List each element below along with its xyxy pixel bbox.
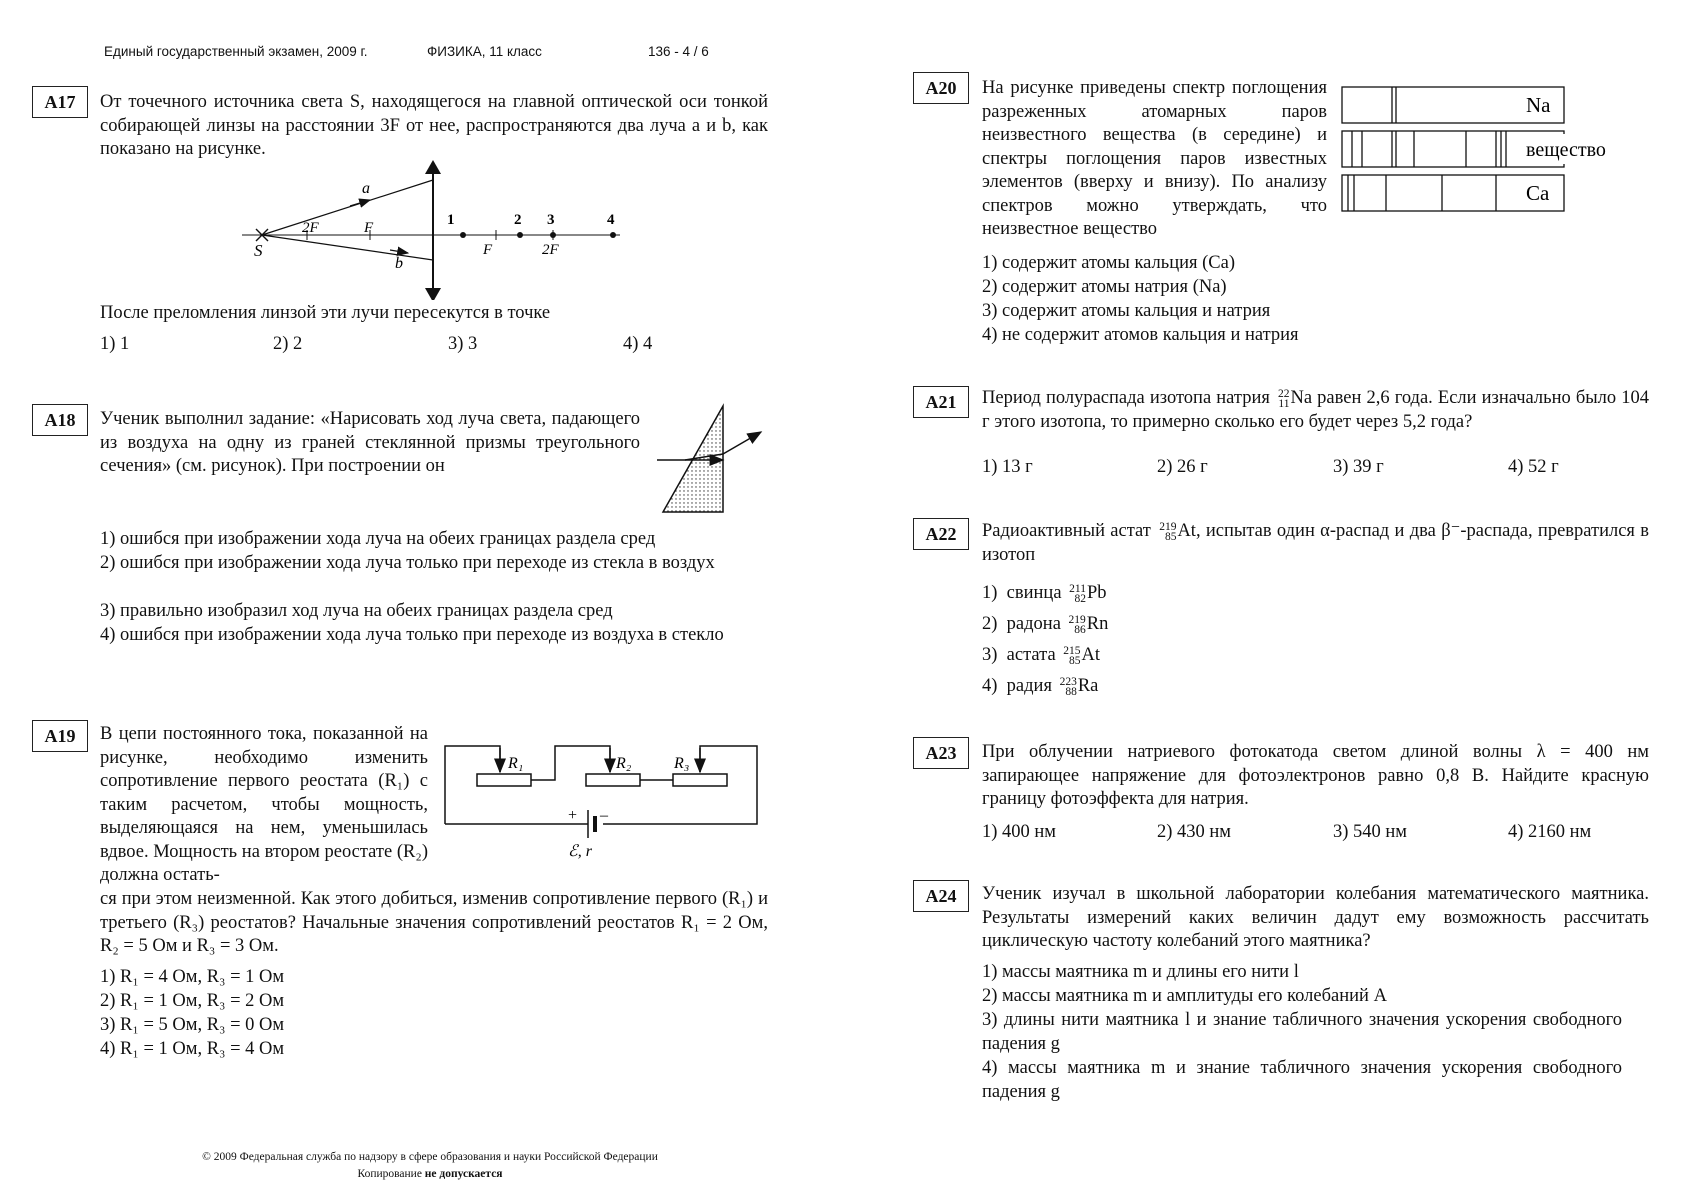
label-2f-right: 2F — [542, 242, 559, 258]
ray-b — [262, 235, 433, 260]
a20-label: А20 — [913, 72, 969, 104]
a20-question: На рисунке приведены спектр поглощения разреженных атомарных паров неизвестного вещества (в середине) и спектры поглощения паров известных элементов (вверху и внизу). По анализу спектров можно утверждать, что неизвестное вещество — [982, 78, 1327, 239]
label-r2: R₂ — [616, 755, 632, 772]
a17-prompt: После преломления линзой эти лучи пересекутся в точке — [100, 303, 551, 323]
a22-option-4[interactable]: 4) радия 223 88Ra — [982, 675, 1099, 698]
a23-label: А23 — [913, 737, 969, 769]
a17-question: От точечного источника света S, находящегося на главной оптической оси тонкой собирающей линзы на расстоянии 3F от нее, распространяются два луча a и b, как показано на рисунке. — [100, 92, 768, 159]
a21-question — [982, 387, 1649, 434]
a19-option-1[interactable]: 1) R₁ = 4 Ом, R₃ = 1 Ом — [100, 967, 285, 987]
a19-option-3[interactable]: 3) R₁ = 5 Ом, R₃ = 0 Ом — [100, 1015, 285, 1035]
a18-option-1[interactable]: 1) ошибся при изображении хода луча на обеих границах раздела сред — [100, 529, 656, 549]
a21-label: А21 — [913, 386, 969, 418]
a19-circuit — [440, 734, 770, 862]
a18-option-4[interactable]: 4) ошибся при изображении хода луча только при переходе из воздуха в стекло — [100, 625, 724, 645]
label-f-right: F — [483, 242, 493, 258]
a22-isotope-symbol: At — [1177, 521, 1196, 541]
a18-option-2[interactable]: 2) ошибся при изображении хода луча только при переходе из стекла в воздух — [100, 553, 715, 573]
a22-label: А22 — [913, 518, 969, 550]
label-2: 2 — [514, 212, 522, 228]
a24-question: Ученик изучал в школьной лаборатории колебания математического маятника. Результаты измерений каких величин дадут ему возможность рассчитать циклическую частоту колебаний этого маятника? — [982, 884, 1649, 951]
a23-option-4[interactable]: 4) 2160 нм — [1508, 822, 1592, 842]
a19-option-2[interactable]: 2) R₁ = 1 Ом, R₃ = 2 Ом — [100, 991, 285, 1011]
a22-question — [982, 520, 1649, 567]
a22-option-1[interactable]: 1) свинца 211 82Pb — [982, 582, 1107, 605]
a24-option-4[interactable]: 4) массы маятника m и знание табличного значения ускорения свободного падения g — [982, 1058, 1622, 1102]
label-3: 3 — [547, 212, 555, 228]
a23-option-1[interactable]: 1) 400 нм — [982, 822, 1057, 842]
point-3 — [550, 232, 556, 238]
a20-option-2[interactable]: 2) содержит атомы натрия (Na) — [982, 277, 1227, 297]
footer-copyright: © 2009 Федеральная служба по надзору в сфере образования и науки Российской Федерации — [202, 1151, 658, 1163]
label-2f-left: 2F — [302, 220, 319, 236]
a21-option-1[interactable]: 1) 13 г — [982, 457, 1033, 477]
label-minus: – — [600, 807, 608, 824]
label-a: a — [362, 180, 370, 197]
a21-isotope-symbol: Na — [1290, 388, 1313, 408]
label-1: 1 — [447, 212, 455, 228]
a20-spectra — [1340, 84, 1620, 214]
a22-option-3[interactable]: 3) астата 215 85At — [982, 644, 1101, 667]
label-s: S — [254, 241, 263, 260]
label-4: 4 — [607, 212, 615, 228]
a17-label: А17 — [32, 86, 88, 118]
a18-question: Ученик выполнил задание: «Нарисовать ход луча света, падающего из воздуха на одну из граней стеклянной призмы треугольного сечения» (см. рисунок). При построении он — [100, 409, 640, 476]
a24-option-2[interactable]: 2) массы маятника m и амплитуды его колебаний A — [982, 986, 1387, 1006]
a22-q-part1: Радиоактивный астат — [982, 521, 1151, 541]
a19-question-bottom: ся при этом неизменной. Как этого добиться, изменив сопротивление первого (R₁) и третьего (R₃) реостатов? Начальные значения сопротивлений реостатов R₁ = 2 Ом, R₂ = 5 Ом и R₃ = 3 Ом. — [100, 889, 768, 956]
a18-prism-figure — [655, 402, 765, 516]
a22-isotope: 219 85 — [1159, 520, 1177, 543]
label-plus: + — [568, 807, 578, 824]
a23-option-2[interactable]: 2) 430 нм — [1157, 822, 1232, 842]
a17-option-1[interactable]: 1) 1 — [100, 334, 130, 354]
point-1 — [460, 232, 466, 238]
a22-q-part2: , испытав один α-распад и два β⁻-распада, превратился в изотоп — [982, 521, 1649, 565]
a21-isotope: 22 11 — [1277, 387, 1290, 410]
a19-label: А19 — [32, 720, 88, 752]
a19-question-top: В цепи постоянного тока, показанной на рисунке, необходимо изменить сопротивление первого реостата (R₁) с таким расчетом, чтобы мощность, выделяющаяся на нем, уменьшилась вдвое. Мощность на втором реостате (R₂) должна остать- — [100, 724, 428, 885]
a21-q-part2: равен 2,6 года. Если изначально было 104 г этого изотопа, то примерно сколько его будет через 5,2 года? — [982, 388, 1650, 432]
label-b: b — [395, 255, 403, 272]
label-f-left: F — [364, 220, 374, 236]
rheostat-r1 — [477, 774, 531, 786]
a21-option-2[interactable]: 2) 26 г — [1157, 457, 1208, 477]
a21-q-part1: Период полураспада изотопа натрия — [982, 388, 1270, 408]
header-page: 136 - 4 / 6 — [648, 44, 709, 59]
a22-option-2[interactable]: 2) радона 219 86Rn — [982, 613, 1109, 636]
rheostat-r2 — [586, 774, 640, 786]
label-r1: R₁ — [508, 755, 524, 772]
spectrum-label-ca: Ca — [1526, 181, 1550, 205]
point-2 — [517, 232, 523, 238]
a20-option-1[interactable]: 1) содержит атомы кальция (Ca) — [982, 253, 1236, 273]
a17-option-4[interactable]: 4) 4 — [623, 334, 653, 354]
a21-option-3[interactable]: 3) 39 г — [1333, 457, 1384, 477]
a17-option-3[interactable]: 3) 3 — [448, 334, 478, 354]
a18-option-3[interactable]: 3) правильно изобразил ход луча на обеих границах раздела сред — [100, 601, 613, 621]
a18-label: А18 — [32, 404, 88, 436]
a23-question: При облучении натриевого фотокатода светом длиной волны λ = 400 нм запирающее напряжение для фотоэлектронов равно 0,8 В. Найдите красную границу фотоэффекта для натрия. — [982, 742, 1649, 809]
a17-lens-figure — [240, 158, 630, 300]
a24-option-3[interactable]: 3) длины нити маятника l и знание табличного значения ускорения свободного падения g — [982, 1010, 1622, 1054]
spectrum-label-na: Na — [1526, 93, 1551, 117]
footer-copy-notice: Копирование не допускается — [357, 1168, 503, 1180]
point-4 — [610, 232, 616, 238]
label-emf: ℰ, r — [568, 843, 592, 860]
header-subject: ФИЗИКА, 11 класс — [427, 44, 542, 59]
a20-option-4[interactable]: 4) не содержит атомов кальция и натрия — [982, 325, 1299, 345]
a21-option-4[interactable]: 4) 52 г — [1508, 457, 1559, 477]
a17-option-2[interactable]: 2) 2 — [273, 334, 303, 354]
rheostat-r3 — [673, 774, 727, 786]
a20-option-3[interactable]: 3) содержит атомы кальция и натрия — [982, 301, 1271, 321]
label-r3: R₃ — [674, 755, 690, 772]
header-exam: Единый государственный экзамен, 2009 г. — [104, 44, 368, 59]
spectrum-label-unknown: вещество — [1526, 139, 1606, 161]
a24-option-1[interactable]: 1) массы маятника m и длины его нити l — [982, 962, 1299, 982]
a24-label: А24 — [913, 880, 969, 912]
a23-option-3[interactable]: 3) 540 нм — [1333, 822, 1408, 842]
a19-option-4[interactable]: 4) R₁ = 1 Ом, R₃ = 4 Ом — [100, 1039, 285, 1059]
ray-a — [262, 180, 433, 235]
